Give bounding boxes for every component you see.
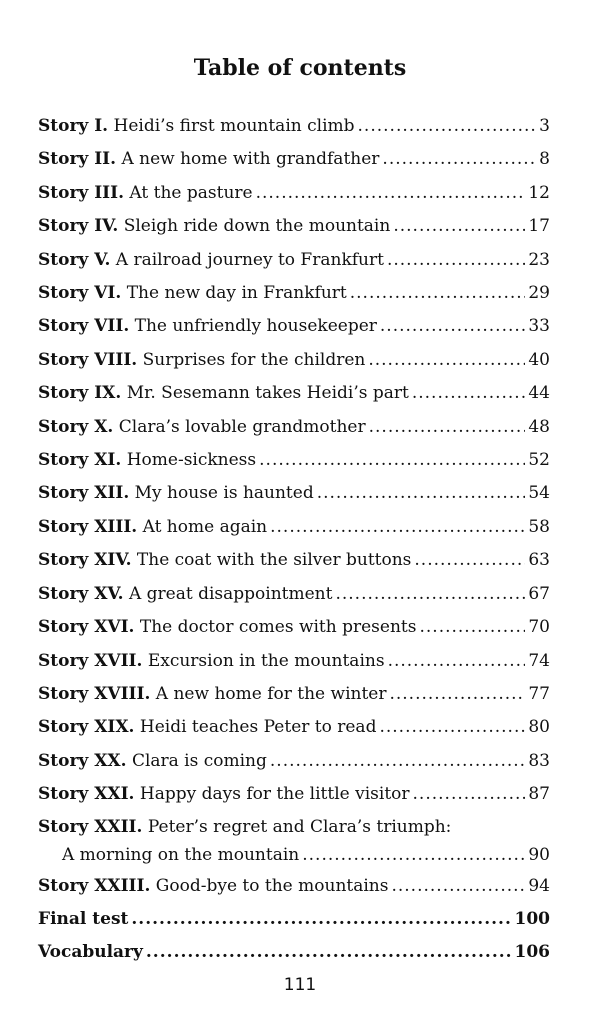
page-ref: 12 (528, 182, 550, 203)
toc-entry-vocabulary[interactable] (38, 936, 550, 969)
toc-entry-multiline[interactable] (38, 812, 550, 870)
toc-entry[interactable] (38, 778, 550, 811)
page-ref: 29 (528, 283, 550, 304)
story-title: Home-sickness (126, 450, 257, 471)
page-ref: 52 (528, 450, 550, 471)
story-title: My house is haunted (134, 483, 314, 504)
dot-leader (388, 645, 526, 678)
dot-leader (317, 477, 526, 510)
dot-leader (413, 778, 526, 811)
story-number: Story XIII. (38, 516, 138, 537)
page-title: Table of contents (193, 55, 407, 81)
story-title: The unfriendly housekeeper (134, 316, 377, 337)
dot-leader (369, 411, 526, 444)
story-number: Story XXII. (38, 816, 143, 837)
story-title: Surprises for the children (142, 349, 366, 370)
page-ref: 40 (528, 349, 550, 370)
story-title: Sleigh ride down the mountain (123, 216, 391, 237)
story-number: Story IV. (38, 216, 119, 237)
toc-entry[interactable] (38, 143, 550, 176)
toc-entry-final-test[interactable] (38, 903, 550, 936)
story-number: Story XVII. (38, 650, 143, 671)
story-number: Story XVI. (38, 617, 135, 638)
story-title: Heidi teaches Peter to read (139, 717, 377, 738)
toc-entry[interactable] (38, 511, 550, 544)
page-ref: 54 (528, 483, 550, 504)
page-ref: 17 (528, 216, 550, 237)
dot-leader (146, 936, 512, 969)
toc-entry[interactable] (38, 870, 550, 903)
story-title: A railroad journey to Frankfurt (115, 249, 384, 270)
dot-leader (270, 745, 525, 778)
story-title: The doctor comes with presents (139, 617, 417, 638)
story-title: The coat with the silver buttons (136, 550, 412, 571)
toc-entry[interactable] (38, 377, 550, 410)
story-title: At home again (142, 516, 268, 537)
dot-leader (382, 143, 536, 176)
page-ref: 23 (528, 249, 550, 270)
dot-leader (256, 177, 526, 210)
story-title: Good-bye to the mountains (155, 875, 389, 896)
story-number: Story I. (38, 116, 109, 136)
toc-entry[interactable] (38, 244, 550, 277)
toc-entry[interactable] (38, 210, 550, 243)
dot-leader (387, 244, 525, 277)
story-number: Story XI. (38, 450, 122, 471)
page-ref: 3 (539, 116, 550, 136)
page-ref: 48 (528, 416, 550, 437)
dot-leader (393, 210, 525, 243)
page-ref: 70 (528, 617, 550, 638)
dot-leader (412, 377, 526, 410)
toc-entry[interactable] (38, 544, 550, 577)
page-ref: 63 (528, 550, 550, 571)
page-ref: 8 (539, 149, 550, 170)
story-number: Story III. (38, 182, 124, 203)
story-title: Mr. Sesemann takes Heidi’s part (126, 383, 409, 404)
story-title: At the pasture (129, 182, 253, 203)
story-number: Story XX. (38, 750, 127, 771)
dot-leader (131, 903, 511, 936)
toc-entry[interactable] (38, 578, 550, 611)
story-number: Story XXI. (38, 784, 135, 805)
dot-leader (368, 344, 525, 377)
toc-entry[interactable] (38, 110, 550, 143)
story-title: Clara is coming (131, 750, 267, 771)
story-title: Peter’s regret and Clara’s triumph: (147, 816, 452, 837)
toc-entry[interactable] (38, 444, 550, 477)
page-ref: 74 (528, 650, 550, 671)
dot-leader (389, 678, 525, 711)
story-title: Clara’s lovable grandmother (118, 416, 366, 437)
page-number: 111 (283, 975, 317, 995)
story-number: Story V. (38, 249, 111, 270)
page-ref: 80 (528, 717, 550, 738)
story-number: Story IX. (38, 383, 122, 404)
toc-entry[interactable] (38, 411, 550, 444)
toc-entry[interactable] (38, 745, 550, 778)
page-ref: 58 (528, 516, 550, 537)
toc-entry[interactable] (38, 477, 550, 510)
toc-entry[interactable] (38, 645, 550, 678)
dot-leader (259, 444, 525, 477)
dot-leader (419, 611, 525, 644)
table-of-contents (38, 110, 550, 970)
story-title: A new home with grandfather (121, 149, 380, 170)
story-title: Excursion in the mountains (147, 650, 385, 671)
story-title: A new home for the winter (155, 683, 387, 704)
toc-entry[interactable] (38, 711, 550, 744)
story-number: Story XIX. (38, 717, 135, 738)
story-title: A great disappointment (128, 583, 333, 604)
section-title: Final test (38, 908, 129, 929)
story-number: Story XII. (38, 483, 130, 504)
dot-leader (379, 711, 525, 744)
story-number: Story II. (38, 149, 117, 170)
page-ref: 33 (528, 316, 550, 337)
page-ref: 100 (514, 908, 550, 929)
page-ref: 94 (528, 875, 550, 896)
story-title-continued: A morning on the mountain (62, 844, 300, 865)
section-title: Vocabulary (38, 942, 143, 963)
story-number: Story X. (38, 416, 114, 437)
story-title: Heidi’s first mountain climb (113, 116, 355, 136)
page-ref: 77 (528, 683, 550, 704)
story-number: Story XVIII. (38, 683, 151, 704)
story-number: Story VII. (38, 316, 130, 337)
dot-leader (414, 544, 525, 577)
story-number: Story VIII. (38, 349, 138, 370)
page-ref: 67 (528, 583, 550, 604)
page-ref: 90 (528, 844, 550, 865)
page-ref: 83 (528, 750, 550, 771)
story-number: Story XIV. (38, 550, 132, 571)
dot-leader (358, 110, 537, 143)
story-title: Happy days for the little visitor (139, 784, 410, 805)
dot-leader (380, 310, 525, 343)
dot-leader (391, 870, 525, 903)
page-ref: 87 (528, 784, 550, 805)
page-ref: 44 (528, 383, 550, 404)
story-number: Story XXIII. (38, 875, 151, 896)
dot-leader (350, 277, 526, 310)
toc-entry[interactable] (38, 611, 550, 644)
toc-entry[interactable] (38, 678, 550, 711)
story-number: Story VI. (38, 283, 122, 304)
story-number: Story XV. (38, 583, 124, 604)
dot-leader (335, 578, 525, 611)
story-title: The new day in Frankfurt (126, 283, 347, 304)
dot-leader (302, 840, 525, 870)
dot-leader (270, 511, 525, 544)
toc-entry[interactable] (38, 310, 550, 343)
page-ref: 106 (514, 942, 550, 963)
toc-entry[interactable] (38, 344, 550, 377)
toc-entry[interactable] (38, 277, 550, 310)
toc-entry[interactable] (38, 177, 550, 210)
